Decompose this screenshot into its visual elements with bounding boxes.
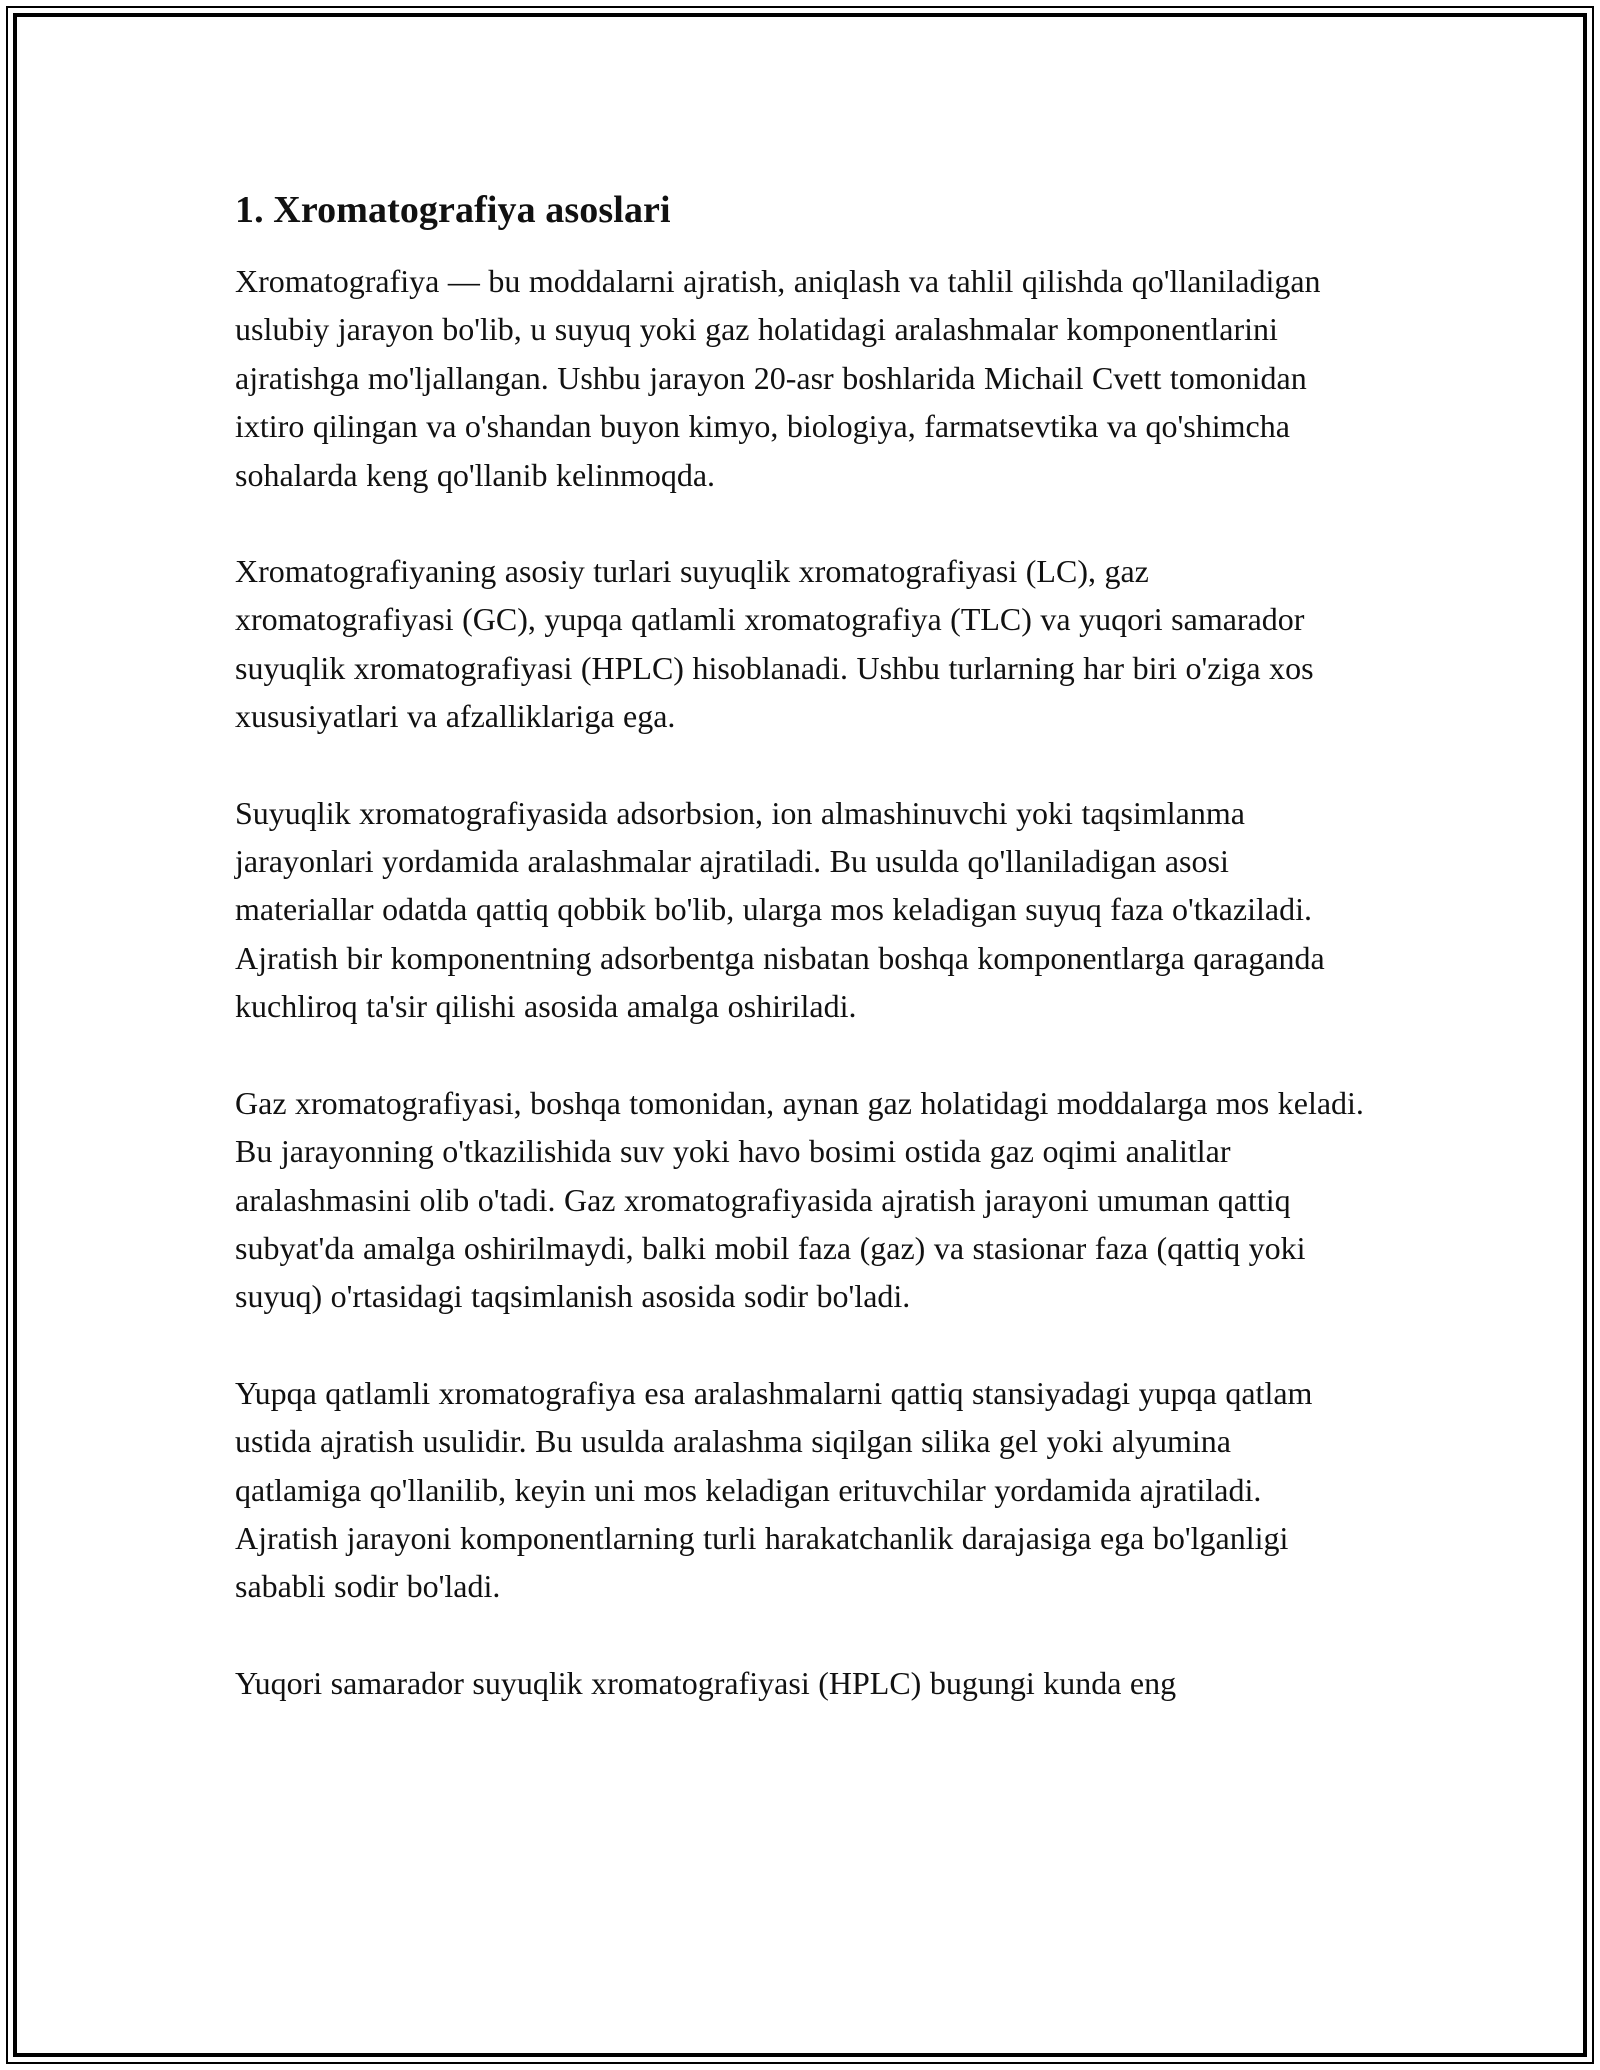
document-body (235, 186, 1365, 1707)
paragraph-gas-chromatography: Gaz xromatografiyasi, boshqa tomonidan, aynan gaz holatidagi moddalarga mos keladi. Bu jarayonning o'tkazilishida suv yoki havo bosimi ostida gaz oqimi analitlar aralashmasini olib o'tadi. Gaz xromatografiyasida ajratish jarayoni umuman qattiq subyat'da amalga oshirilmaydi, balki mobil faza (gaz) va stasionar faza (qattiq yoki suyuq) o'rtasidagi taqsimlanish asosida sodir bo'ladi. (235, 1084, 1364, 1315)
section-title: 1. Xromatografiya asoslari (235, 189, 671, 231)
paragraph-hplc: Yuqori samarador suyuqlik xromatografiyasi (HPLC) bugungi kunda eng (235, 1664, 1177, 1701)
paragraph-liquid-chromatography: Suyuqlik xromatografiyasida adsorbsion, ion almashinuvchi yoki taqsimlanma jarayonlari yordamida aralashmalar ajratiladi. Bu usulda qo'llaniladigan asosi materiallar odatda qattiq qobbik bo'lib, ularga mos keladigan suyuq faza o'tkaziladi. Ajratish bir komponentning adsorbentga nisbatan boshqa komponentlarga qaraganda kuchliroq ta'sir qilishi asosida amalga oshiriladi. (235, 794, 1325, 1025)
paragraph-types: Xromatografiyaning asosiy turlari suyuqlik xromatografiyasi (LC), gaz xromatografiyasi (GC), yupqa qatlamli xromatografiya (TLC) va yuqori samarador suyuqlik xromatografiyasi (HPLC) hisoblanadi. Ushbu turlarning har biri o'ziga xos xususiyatlari va afzalliklariga ega. (235, 553, 1314, 735)
paragraph-intro: Xromatografiya — bu moddalarni ajratish, aniqlash va tahlil qilishda qo'llaniladigan uslubiy jarayon bo'lib, u suyuq yoki gaz holatidagi aralashmalar komponentlarini ajratishga mo'ljallangan. Ushbu jarayon 20-asr boshlarida Michail Cvett tomonidan ixtiro qilingan va o'shandan buyon kimyo, biologiya, farmatsevtika va qo'shimcha sohalarda keng qo'llanib kelinmoqda. (235, 263, 1321, 493)
paragraph-thin-layer-chromatography: Yupqa qatlamli xromatografiya esa aralashmalarni qattiq stansiyadagi yupqa qatlam ustida ajratish usulidir. Bu usulda aralashma siqilgan silika gel yoki alyumina qatlamiga qo'llanilib, keyin uni mos keladigan erituvchilar yordamida ajratiladi. Ajratish jarayoni komponentlarning turli harakatchanlik darajasiga ega bo'lganligi sababli sodir bo'ladi. (235, 1374, 1313, 1605)
